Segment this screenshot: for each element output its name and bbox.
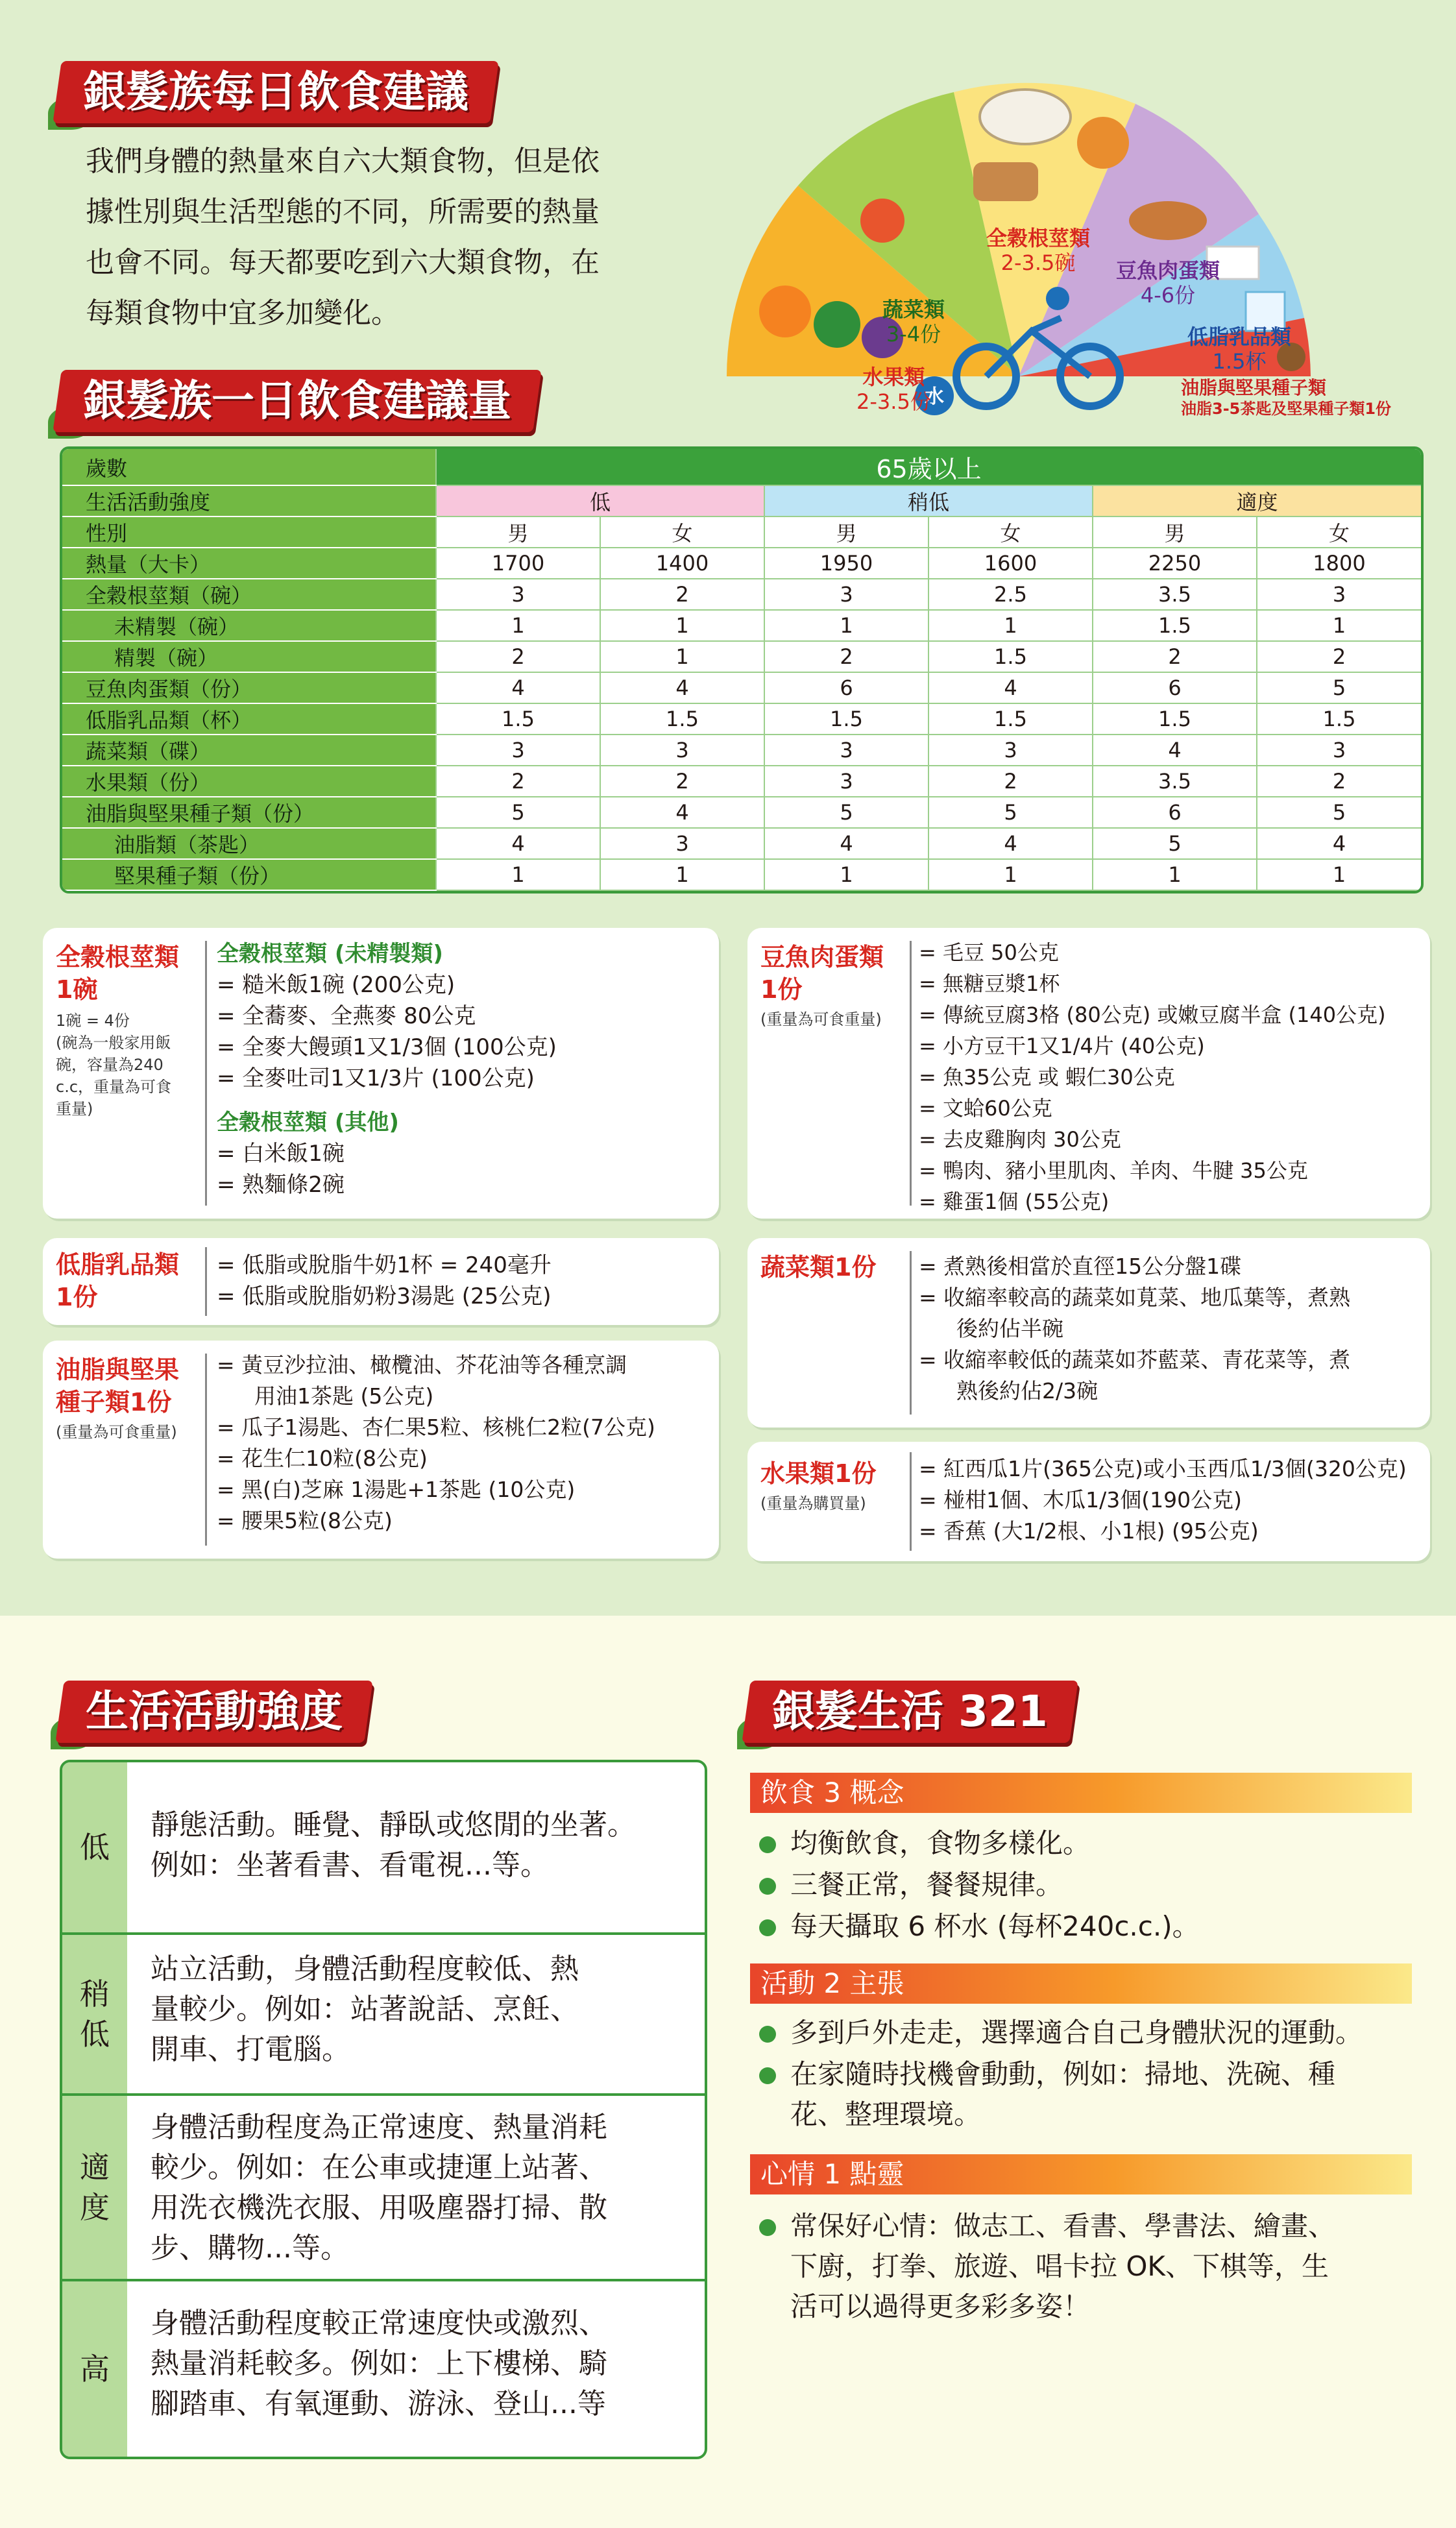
water-icon-label: 水 [925, 385, 944, 408]
list-item: = 花生仁10粒(8公克) [217, 1446, 428, 1471]
table-cell: 2.5 [928, 579, 1093, 610]
fan-label-fats: 油脂與堅果種子類 油脂3-5茶匙及堅果種子類1份 [1181, 377, 1392, 418]
list-item: = 紅西瓜1片(365公克)或小玉西瓜1/3個(320公克) [919, 1456, 1407, 1481]
table-cell: 6 [1093, 672, 1257, 703]
rice-bowl-icon [980, 90, 1071, 144]
row-label: 性別 [62, 517, 436, 548]
table-cell: 6 [1093, 797, 1257, 828]
activity-description: 身體活動程度較正常速度快或激烈、 熱量消耗較多。例如：上下樓梯、騎 腳踏車、有氧運動、游泳、登山...等 [151, 2307, 607, 2420]
box-divider [910, 941, 912, 1206]
table-row [62, 548, 1421, 579]
table-cell: 1700 [436, 548, 600, 579]
table-cell: 1600 [928, 548, 1093, 579]
activity-level: 稍低 [62, 1935, 127, 2093]
sex-header: 男 [1093, 517, 1257, 548]
sex-header: 女 [600, 517, 764, 548]
table-cell: 3 [600, 828, 764, 859]
pumpkin-icon [1077, 117, 1129, 169]
table-cell: 2 [600, 766, 764, 797]
box-title: 油脂與堅果 [56, 1355, 180, 1384]
portion-box-grains [43, 928, 719, 1219]
row-label: 豆魚肉蛋類（份） [62, 672, 436, 703]
subgroup-heading: 全穀根莖類 (其他) [217, 1110, 399, 1136]
section-banner-daily-amount [57, 370, 537, 432]
activity-level-header: 稍低 [764, 485, 1093, 517]
list-item: = 文蛤60公克 [919, 1096, 1052, 1121]
table-cell: 4 [764, 828, 928, 859]
table-cell: 1 [436, 610, 600, 641]
table-row [62, 672, 1421, 703]
list-item: 熟後約佔2/3碗 [956, 1378, 1098, 1404]
table-cell: 3 [764, 766, 928, 797]
list-item: = 白米飯1碗 [217, 1141, 345, 1167]
table-cell: 1.5 [1257, 703, 1421, 735]
table-cell: 5 [1257, 797, 1421, 828]
table-cell: 1.5 [928, 641, 1093, 672]
activity-row-moderate [62, 2096, 705, 2281]
food-group-fan-graphic [688, 52, 1434, 441]
bullet-item: 三餐正常，餐餐規律。 [759, 1865, 1414, 1905]
table-cell: 2 [436, 641, 600, 672]
intro-line: 據性別與生活型態的不同，所需要的熱量 [86, 195, 600, 228]
table-cell: 1.5 [928, 703, 1093, 735]
list-item: = 全麥大饅頭1又1/3個 (100公克) [217, 1034, 557, 1060]
box-title: 1份 [760, 975, 803, 1004]
bullet-item: 均衡飲食，食物多樣化。 [759, 1823, 1414, 1864]
section-title: 銀髮族一日飲食建議量 [83, 376, 511, 426]
watermelon-icon [814, 301, 860, 348]
table-cell: 1800 [1257, 548, 1421, 579]
subsection-title: 心情 1 點靈 [760, 2158, 904, 2190]
section-banner-321 [746, 1681, 1074, 1743]
list-item: = 小方豆干1又1/4片 (40公克) [919, 1034, 1205, 1058]
activity-level: 低 [62, 1762, 127, 1932]
bullet-item: 常保好心情：做志工、看書、學書法、繪畫、 下廚，打拳、旅遊、唱卡拉 OK、下棋等，生 活可以過得更多彩多姿！ [759, 2206, 1414, 2327]
activity-level-header: 適度 [1093, 485, 1421, 517]
table-cell: 1400 [600, 548, 764, 579]
list-item: 後約佔半碗 [956, 1316, 1063, 1341]
bread-icon [973, 162, 1038, 201]
subsection-bar-diet [750, 1773, 1412, 1813]
table-cell: 3.5 [1093, 579, 1257, 610]
table-cell: 2 [764, 641, 928, 672]
table-cell: 3 [436, 579, 600, 610]
portion-box-protein [747, 928, 1430, 1219]
list-item: = 雞蛋1個 (55公克) [919, 1189, 1110, 1214]
box-list [217, 938, 557, 1200]
intro-line: 我們身體的熱量來自六大類食物，但是依 [86, 145, 600, 178]
table-cell: 3 [764, 735, 928, 766]
table-row [62, 703, 1421, 735]
subgroup-heading: 全穀根莖類 (未精製類) [217, 941, 443, 967]
table-row [62, 579, 1421, 610]
table-cell: 3 [1257, 579, 1421, 610]
table-cell: 2 [928, 766, 1093, 797]
list-item: = 低脂或脫脂奶粉3湯匙 (25公克) [217, 1283, 552, 1309]
table-cell: 4 [600, 672, 764, 703]
box-title: 豆魚肉蛋類 [760, 943, 884, 971]
activity-description: 身體活動程度為正常速度、熱量消耗 較少。例如：在公車或捷運上站著、 用洗衣機洗衣服、用吸塵器打掃、散 步、購物...等。 [151, 2111, 607, 2265]
box-note: (重量為可食重量) [760, 1010, 882, 1028]
bullet-icon [759, 2026, 776, 2043]
sex-header: 女 [928, 517, 1093, 548]
cyclist-head-icon [1046, 287, 1069, 310]
table-cell: 1950 [764, 548, 928, 579]
table-row [62, 735, 1421, 766]
list-item: 用油1茶匙 (5公克) [254, 1383, 434, 1409]
table-cell: 3 [928, 735, 1093, 766]
box-title: 低脂乳品類 [56, 1250, 180, 1279]
list-item: = 收縮率較低的蔬菜如芥藍菜、青花菜等，煮 [919, 1347, 1351, 1372]
activity-level: 高 [62, 2281, 127, 2457]
carrot-icon [860, 199, 904, 243]
table-cell: 1 [1257, 610, 1421, 641]
box-title: 全穀根莖類 [56, 943, 180, 971]
portion-box-dairy [43, 1238, 719, 1325]
orange-icon [759, 286, 811, 337]
table-cell: 1.5 [436, 703, 600, 735]
activity-intensity-table [60, 1760, 707, 2459]
box-list [919, 1453, 1407, 1547]
list-item: = 魚35公克 或 蝦仁30公克 [919, 1065, 1175, 1089]
table-cell: 4 [928, 828, 1093, 859]
bullet-icon [759, 2067, 776, 2084]
table-cell: 2 [1257, 641, 1421, 672]
table-cell: 5 [928, 797, 1093, 828]
intro-line: 每類食物中宜多加變化。 [86, 297, 400, 330]
section-banner-daily-advice [57, 61, 494, 123]
table-cell: 2 [600, 579, 764, 610]
subsection-title: 活動 2 主張 [760, 1967, 904, 1999]
box-title: 1碗 [56, 975, 98, 1004]
table-cell: 5 [1093, 828, 1257, 859]
table-cell: 1.5 [600, 703, 764, 735]
activity-level-header: 低 [436, 485, 764, 517]
table-cell: 3 [764, 579, 928, 610]
row-label: 蔬菜類（碟） [62, 735, 436, 766]
box-note: (重量為可食重量) [56, 1423, 177, 1441]
box-list [217, 1250, 552, 1312]
bullet-icon [759, 1878, 776, 1895]
table-cell: 1 [928, 610, 1093, 641]
activity-level: 適度 [62, 2096, 127, 2279]
fan-label-grains: 全穀根莖類 2-3.5碗 [986, 226, 1091, 275]
list-item: = 糙米飯1碗 (200公克) [217, 972, 455, 998]
box-divider [205, 941, 207, 1206]
table-cell: 4 [1093, 735, 1257, 766]
bullet-icon [759, 2219, 776, 2236]
subsection-bar-activity [750, 1963, 1412, 2004]
list-item: = 瓜子1湯匙、杏仁果5粒、核桃仁2粒(7公克) [217, 1415, 655, 1440]
table-cell: 2 [436, 766, 600, 797]
table-cell: 1 [1257, 859, 1421, 890]
table-row [62, 797, 1421, 828]
box-divider [205, 1354, 207, 1546]
list-item: = 腰果5粒(8公克) [217, 1508, 393, 1533]
table-row [62, 610, 1421, 641]
list-item: = 去皮雞胸肉 30公克 [919, 1127, 1121, 1152]
table-cell: 2250 [1093, 548, 1257, 579]
table-cell: 1 [436, 859, 600, 890]
list-item: = 傳統豆腐3格 (80公克) 或嫩豆腐半盒 (140公克) [919, 1003, 1386, 1027]
table-cell: 1 [764, 859, 928, 890]
bullet-item: 每天攝取 6 杯水 (每杯240c.c.)。 [759, 1906, 1414, 1947]
row-label: 全穀根莖類（碗） [62, 579, 436, 610]
table-cell: 4 [600, 797, 764, 828]
table-cell: 1.5 [764, 703, 928, 735]
box-title: 水果類1份 [760, 1459, 877, 1488]
bullet-icon [759, 1836, 776, 1853]
table-cell: 5 [1257, 672, 1421, 703]
row-label: 未精製（碗） [62, 610, 436, 641]
box-list [919, 1251, 1350, 1407]
list-item: = 收縮率較高的蔬菜如莧菜、地瓜葉等，煮熟 [919, 1285, 1351, 1310]
bullet-icon [759, 1919, 776, 1936]
daily-intake-table [60, 446, 1424, 893]
activity-description: 站立活動，身體活動程度較低、熱 量較少。例如：站著說話、烹飪、 開車、打電腦。 [151, 1952, 579, 2066]
box-list [217, 1350, 655, 1537]
row-label: 油脂與堅果種子類（份） [62, 797, 436, 828]
row-label: 油脂類（茶匙） [62, 828, 436, 859]
table-cell: 4 [436, 828, 600, 859]
portion-box-fats [43, 1341, 719, 1559]
box-title: 種子類1份 [56, 1388, 172, 1416]
list-item: = 椪柑1個、木瓜1/3個(190公克) [919, 1487, 1242, 1513]
box-divider [910, 1251, 912, 1415]
box-divider [910, 1452, 912, 1551]
fan-label-fruit: 水果類 2-3.5份 [856, 365, 931, 414]
activity-row-slightly-low [62, 1935, 705, 2096]
table-cell: 6 [764, 672, 928, 703]
sex-header: 男 [764, 517, 928, 548]
list-item: = 全麥吐司1又1/3片 (100公克) [217, 1065, 535, 1091]
box-note: 1碗 = 4份 (碗為一般家用飯 碗，容量為240 c.c，重量為可食 重量) [56, 1012, 172, 1118]
list-item: = 低脂或脫脂牛奶1杯 = 240毫升 [217, 1252, 552, 1278]
box-title: 1份 [56, 1283, 98, 1311]
intro-line: 也會不同。每天都要吃到六大類食物，在 [86, 246, 600, 279]
portion-box-fruit [747, 1442, 1430, 1561]
row-label: 堅果種子類（份） [62, 859, 436, 890]
row-label: 熱量（大卡） [62, 548, 436, 579]
list-item: = 鴨肉、豬小里肌肉、羊肉、牛腱 35公克 [919, 1158, 1308, 1183]
list-item: = 無糖豆漿1杯 [919, 971, 1060, 996]
table-cell: 3.5 [1093, 766, 1257, 797]
table-cell: 4 [1257, 828, 1421, 859]
list-item: = 黃豆沙拉油、橄欖油、芥花油等各種烹調 [217, 1352, 627, 1378]
box-note: (重量為購買量) [760, 1494, 866, 1513]
list-item: = 煮熟後相當於直徑15公分盤1碟 [919, 1254, 1242, 1279]
table-cell: 2 [1093, 641, 1257, 672]
table-cell: 1 [600, 641, 764, 672]
activity-description: 靜態活動。睡覺、靜臥或悠閒的坐著。 例如：坐著看書、看電視...等。 [151, 1808, 636, 1882]
subsection-bar-mood [750, 2154, 1412, 2194]
chicken-icon [1129, 201, 1207, 240]
section-banner-activity [60, 1681, 369, 1743]
box-title: 蔬菜類1份 [760, 1253, 877, 1282]
table-row [62, 766, 1421, 797]
table-body [62, 548, 1421, 890]
bullet-item: 在家隨時找機會動動，例如：掃地、洗碗、種 花、整理環境。 [759, 2054, 1414, 2135]
portion-box-vegetables [747, 1238, 1430, 1428]
intro-paragraph [86, 136, 670, 339]
table-cell: 1 [600, 859, 764, 890]
section-title: 生活活動強度 [86, 1686, 343, 1736]
table-cell: 1 [600, 610, 764, 641]
table-cell: 1 [764, 610, 928, 641]
row-label: 生活活動強度 [62, 485, 436, 517]
subsection-title: 飲食 3 概念 [760, 1777, 904, 1808]
table-cell: 1 [1093, 859, 1257, 890]
fan-label-vegetables: 蔬菜類 3-4份 [882, 297, 945, 346]
section-title: 銀髮族每日飲食建議 [83, 67, 468, 117]
table-cell: 3 [600, 735, 764, 766]
table-cell: 3 [1257, 735, 1421, 766]
list-item: = 香蕉 (大1/2根、小1根) (95公克) [919, 1518, 1259, 1544]
box-divider [205, 1247, 207, 1316]
table-cell: 1.5 [1093, 610, 1257, 641]
table-cell: 1 [928, 859, 1093, 890]
activity-row-high [62, 2281, 705, 2457]
table-row [62, 641, 1421, 672]
table-cell: 3 [436, 735, 600, 766]
box-list [919, 937, 1386, 1217]
table-cell: 5 [436, 797, 600, 828]
table-row [62, 859, 1421, 890]
fan-label-dairy: 低脂乳品類 1.5杯 [1187, 324, 1292, 374]
fan-label-protein: 豆魚肉蛋類 4-6份 [1116, 258, 1220, 308]
row-label: 精製（碗） [62, 641, 436, 672]
section-title: 銀髮生活 321 [772, 1686, 1048, 1736]
list-item: = 黑(白)芝麻 1湯匙+1茶匙 (10公克) [217, 1477, 576, 1502]
row-label: 歲數 [62, 449, 436, 485]
list-item: = 毛豆 50公克 [919, 940, 1059, 965]
table-cell: 1.5 [1093, 703, 1257, 735]
activity-row-low [62, 1762, 705, 1935]
table-row [62, 828, 1421, 859]
table-cell: 4 [928, 672, 1093, 703]
bullet-item: 多到戶外走走，選擇適合自己身體狀況的運動。 [759, 2013, 1414, 2053]
sex-header: 女 [1257, 517, 1421, 548]
table-cell: 5 [764, 797, 928, 828]
table-cell: 4 [436, 672, 600, 703]
list-item: = 熟麵條2碗 [217, 1172, 345, 1198]
table-cell: 2 [1257, 766, 1421, 797]
row-label: 低脂乳品類（杯） [62, 703, 436, 735]
sex-header: 男 [436, 517, 600, 548]
age-group-header: 65歲以上 [436, 449, 1421, 485]
row-label: 水果類（份） [62, 766, 436, 797]
list-item: = 全蕎麥、全燕麥 80公克 [217, 1003, 476, 1029]
